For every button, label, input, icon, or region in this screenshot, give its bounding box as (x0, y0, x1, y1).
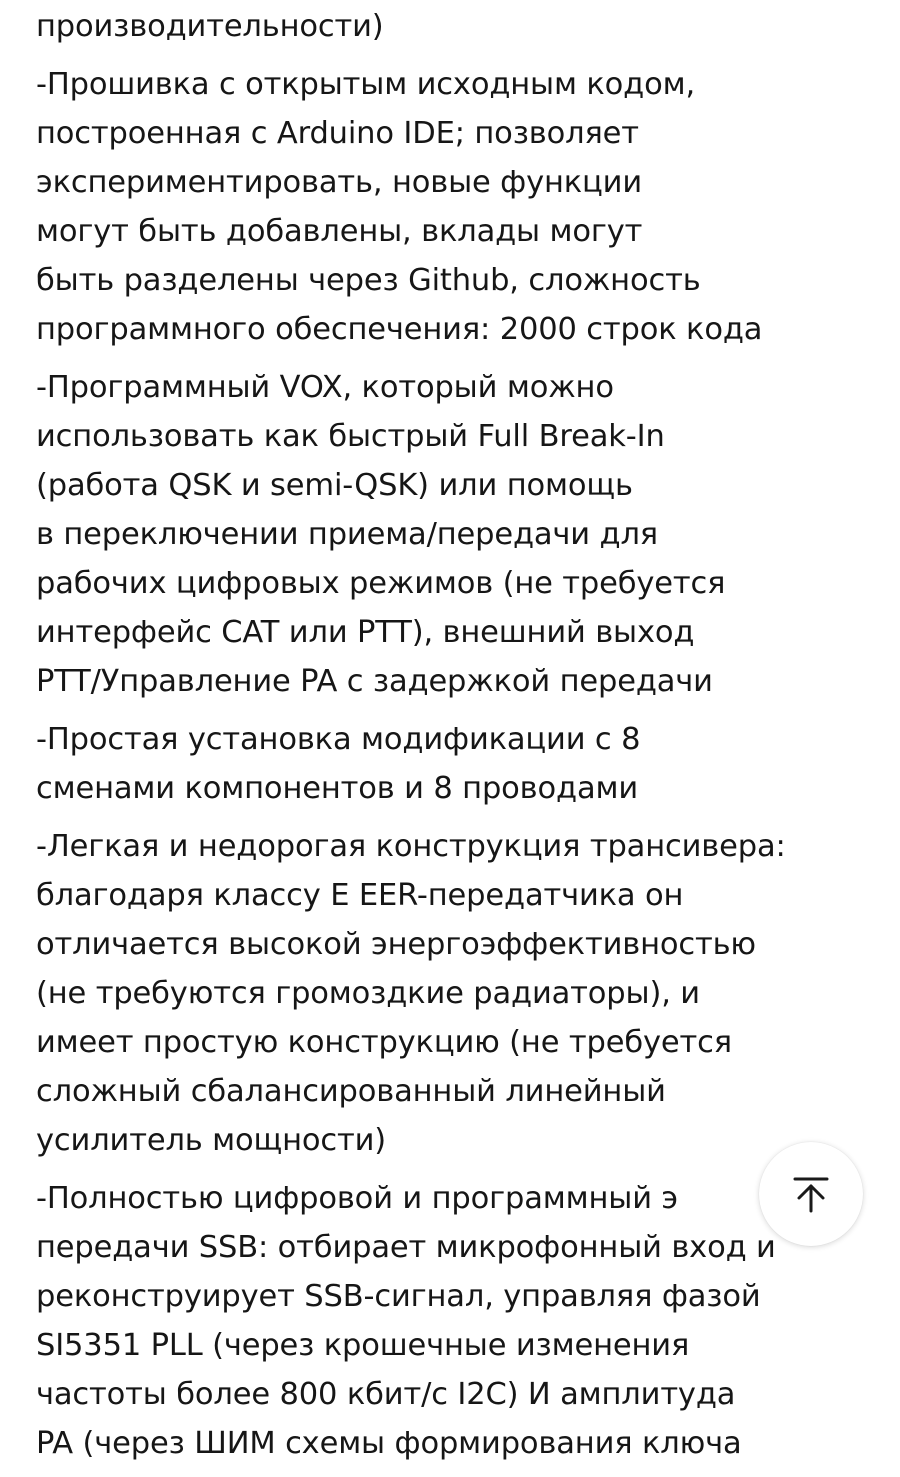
text-line: отличается высокой энергоэффективностью (36, 927, 756, 962)
text-line: интерфейс CAT или PTT), внешний выход (36, 615, 695, 650)
text-line: построенная с Arduino IDE; позволяет (36, 116, 639, 151)
text-line: быть разделены через Github, сложность (36, 263, 701, 298)
text-line: в переключении приема/передачи для (36, 517, 658, 552)
paragraph-4 (36, 715, 886, 813)
text-line: SI5351 PLL (через крошечные изменения (36, 1328, 690, 1363)
scroll-to-top-button[interactable] (759, 1142, 863, 1246)
paragraph-2 (36, 60, 886, 354)
text-line: -Прошивка с открытым исходным кодом, (36, 67, 696, 102)
text-line: имеет простую конструкцию (не требуется (36, 1025, 732, 1060)
text-line: сложный сбалансированный линейный (36, 1074, 666, 1109)
text-line: сменами компонентов и 8 проводами (36, 771, 639, 806)
text-line: передачи SSB: отбирает микрофонный вход и (36, 1230, 776, 1265)
text-line: реконструирует SSB-сигнал, управляя фазой (36, 1279, 761, 1314)
text-line: экспериментировать, новые функции (36, 165, 643, 200)
text-line: благодаря классу E EER-передатчика он (36, 878, 684, 913)
paragraph-3 (36, 363, 886, 706)
arrow-up-to-top-icon (791, 1174, 831, 1214)
text-line: производительности) (36, 9, 384, 44)
text-line: рабочих цифровых режимов (не требуется (36, 566, 726, 601)
text-line: PA (через ШИМ схемы формирования ключа (36, 1426, 742, 1461)
paragraph-5 (36, 822, 886, 1165)
text-line: -Программный VOX, который можно (36, 370, 614, 405)
text-line: (работа QSK и semi-QSK) или помощь (36, 468, 633, 503)
text-line: программного обеспечения: 2000 строк кода (36, 312, 763, 347)
paragraph-1 (36, 2, 886, 51)
text-line: -Легкая и недорогая конструкция трансивера: (36, 829, 786, 864)
text-line: (не требуются громоздкие радиаторы), и (36, 976, 700, 1011)
text-line: -Простая установка модификации с 8 (36, 722, 641, 757)
text-line: использовать как быстрый Full Break-In (36, 419, 665, 454)
text-line: -Полностью цифровой и программный э (36, 1181, 679, 1216)
paragraph-6 (36, 1174, 886, 1468)
article-body (36, 2, 886, 1477)
text-line: могут быть добавлены, вклады могут (36, 214, 643, 249)
text-line: частоты более 800 кбит/с I2C) И амплитуда (36, 1377, 736, 1412)
text-line: PTT/Управление PA с задержкой передачи (36, 664, 713, 699)
text-line: усилитель мощности) (36, 1123, 387, 1158)
